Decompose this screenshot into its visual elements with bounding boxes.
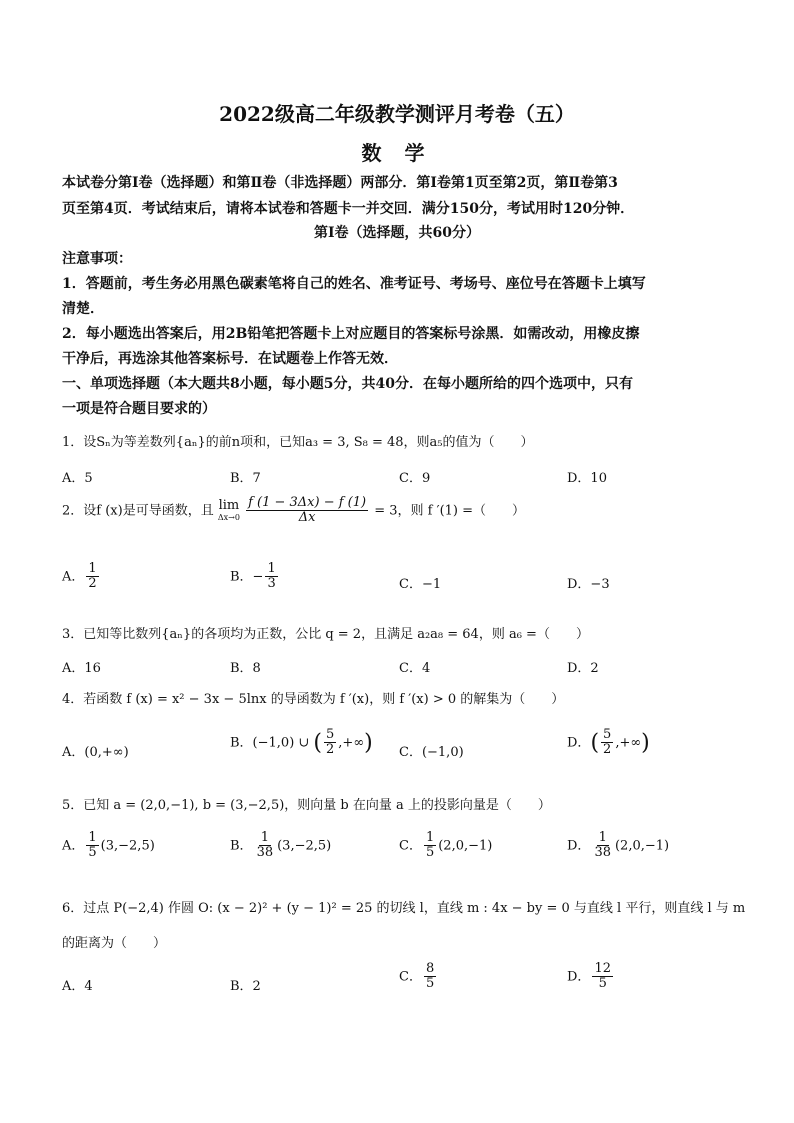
fraction xyxy=(601,728,613,758)
option-label: D． xyxy=(567,838,591,854)
numerator: 1 xyxy=(88,561,97,576)
question-2-suffix: = 3，则 f ′(1) =（ ） xyxy=(374,503,526,519)
question-2-stem xyxy=(62,496,738,526)
question-2-option-a[interactable] xyxy=(62,562,101,592)
fraction xyxy=(592,962,613,992)
question-1-option-c[interactable]: C．9 xyxy=(399,471,431,486)
notice-item-1-line-2: 清楚． xyxy=(62,301,104,317)
question-6-option-b[interactable]: B．2 xyxy=(230,979,261,994)
denominator: 5 xyxy=(425,845,435,861)
fraction xyxy=(86,831,98,861)
question-3-option-a[interactable]: A．16 xyxy=(62,661,101,676)
intro-line-2: 页至第4页．考试结束后，请将本试卷和答题卡一并交回．满分150分，考试用时120分钟． xyxy=(62,201,635,217)
option-label: A． xyxy=(62,569,85,585)
numerator: 1 xyxy=(425,830,435,845)
limit-symbol xyxy=(218,499,240,522)
option-label: C． xyxy=(399,838,422,854)
question-2-denominator: Δx xyxy=(298,510,316,526)
interval-end: ,+∞ xyxy=(615,735,642,751)
numerator: 1 xyxy=(260,830,269,845)
close-paren: ) xyxy=(364,730,373,756)
denominator: 2 xyxy=(88,576,97,592)
question-6-option-c[interactable] xyxy=(399,962,438,992)
part-1-heading-line-2: 一项是符合题目要求的） xyxy=(62,401,216,417)
question-4-option-d[interactable] xyxy=(567,728,650,758)
option-label: C． xyxy=(399,969,422,985)
notice-item-2-line-1: 2．每小题选出答案后，用2B铅笔把答题卡上对应题目的答案标号涂黑．如需改动，用橡皮擦 xyxy=(62,326,640,342)
question-2-numerator: f (1 − 3Δx) − f (1) xyxy=(248,495,367,510)
question-4-option-a[interactable]: A．(0,+∞) xyxy=(62,745,129,760)
fraction xyxy=(424,962,436,992)
denominator: 3 xyxy=(267,576,276,592)
open-paren: ( xyxy=(313,730,323,756)
option-label: B．(−1,0) ∪ xyxy=(230,735,314,751)
fraction xyxy=(592,831,613,861)
subject-title: 数 学 xyxy=(361,141,433,165)
numerator: 8 xyxy=(425,961,435,976)
denominator: 38 xyxy=(594,845,611,861)
notice-heading: 注意事项： xyxy=(62,251,132,267)
fraction xyxy=(255,831,276,861)
question-4-stem: 4．若函数 f (x) = x² − 3x − 5lnx 的导函数为 f ′(x)，则 f ′(x) > 0 的解集为（ ） xyxy=(62,692,565,707)
fraction xyxy=(265,562,277,592)
option-label: D． xyxy=(567,735,591,751)
fraction xyxy=(424,831,436,861)
open-paren: ( xyxy=(590,730,600,756)
question-3-option-c[interactable]: C．4 xyxy=(399,661,431,676)
question-2-option-b[interactable] xyxy=(230,562,280,592)
question-6-option-d[interactable] xyxy=(567,962,615,992)
denominator: 2 xyxy=(603,742,612,758)
question-1-option-b[interactable]: B．7 xyxy=(230,471,261,486)
question-3-stem: 3．已知等比数列{aₙ}的各项均为正数，公比 q = 2，且满足 a₂a₈ = 64，则 a₆ =（ ） xyxy=(62,627,589,642)
part-1-heading-line-1: 一、单项选择题（本大题共8小题，每小题5分，共40分．在每小题所给的四个选项中，只有 xyxy=(62,376,633,392)
question-5-option-a[interactable] xyxy=(62,831,155,861)
numerator: 1 xyxy=(267,561,276,576)
numerator: 1 xyxy=(88,830,97,845)
notice-item-1-line-1: 1．答题前，考生务必用黑色碳素笔将自己的姓名、准考证号、考场号、座位号在答题卡上填写 xyxy=(62,276,646,292)
denominator: 38 xyxy=(256,845,274,861)
vector: (3,−2,5) xyxy=(277,838,332,854)
fraction xyxy=(324,728,336,758)
option-label: B． xyxy=(230,838,253,854)
question-1-stem: 1．设Sₙ为等差数列{aₙ}的前n项和，已知a₃ = 3, S₈ = 48，则a₅的值为（ ） xyxy=(62,435,534,450)
notice-item-2-line-2: 干净后，再选涂其他答案标号．在试题卷上作答无效． xyxy=(62,351,398,367)
vector: (2,0,−1) xyxy=(438,838,493,854)
question-5-option-b[interactable] xyxy=(230,831,331,861)
question-6-option-a[interactable]: A．4 xyxy=(62,979,93,994)
numerator: 1 xyxy=(598,830,607,845)
question-4-option-b[interactable] xyxy=(230,728,373,758)
question-5-stem: 5．已知 a = (2,0,−1), b = (3,−2,5)，则向量 b 在向量 a 上的投影向量是（ ） xyxy=(62,798,551,813)
vector: (3,−2,5) xyxy=(100,838,155,854)
denominator: 5 xyxy=(425,976,435,992)
close-paren: ) xyxy=(641,730,650,756)
question-3-option-b[interactable]: B．8 xyxy=(230,661,261,676)
denominator: 5 xyxy=(88,845,97,861)
limit-subscript: Δx→0 xyxy=(217,512,240,522)
option-label: B．− xyxy=(230,569,264,585)
section-title: 第Ⅰ卷（选择题，共60分） xyxy=(313,225,481,241)
exam-title: 2022级高二年级教学测评月考卷（五） xyxy=(219,102,575,126)
vector: (2,0,−1) xyxy=(614,838,670,854)
denominator: 5 xyxy=(598,976,607,992)
question-6-stem-line-2: 的距离为（ ） xyxy=(62,936,167,951)
question-2-option-d[interactable]: D．−3 xyxy=(567,577,610,592)
question-2-fraction xyxy=(246,496,368,526)
denominator: 2 xyxy=(326,742,335,758)
question-2-prefix: 2．设f (x)是可导函数，且 xyxy=(62,503,214,519)
question-1-option-a[interactable]: A．5 xyxy=(62,471,93,486)
question-3-option-d[interactable]: D．2 xyxy=(567,661,599,676)
interval-end: ,+∞ xyxy=(338,735,365,751)
question-2-option-c[interactable]: C．−1 xyxy=(399,577,442,592)
option-label: A． xyxy=(62,838,85,854)
intro-line-1: 本试卷分第Ⅰ卷（选择题）和第Ⅱ卷（非选择题）两部分．第Ⅰ卷第1页至第2页，第Ⅱ卷第3 xyxy=(62,175,618,191)
question-4-option-c[interactable]: C．(−1,0) xyxy=(399,745,464,760)
numerator: 5 xyxy=(326,727,335,742)
question-6-stem-line-1: 6．过点 P(−2,4) 作圆 O: (x − 2)² + (y − 1)² = 25 的切线 l，直线 m : 4x − by = 0 与直线 l 平行，则直线 l 与 m xyxy=(62,901,746,916)
question-5-option-c[interactable] xyxy=(399,831,492,861)
question-1-option-d[interactable]: D．10 xyxy=(567,471,607,486)
limit-label: lim xyxy=(218,498,240,514)
option-label: D． xyxy=(567,969,591,985)
fraction xyxy=(86,562,98,592)
numerator: 12 xyxy=(594,961,611,976)
question-5-option-d[interactable] xyxy=(567,831,669,861)
numerator: 5 xyxy=(603,727,612,742)
